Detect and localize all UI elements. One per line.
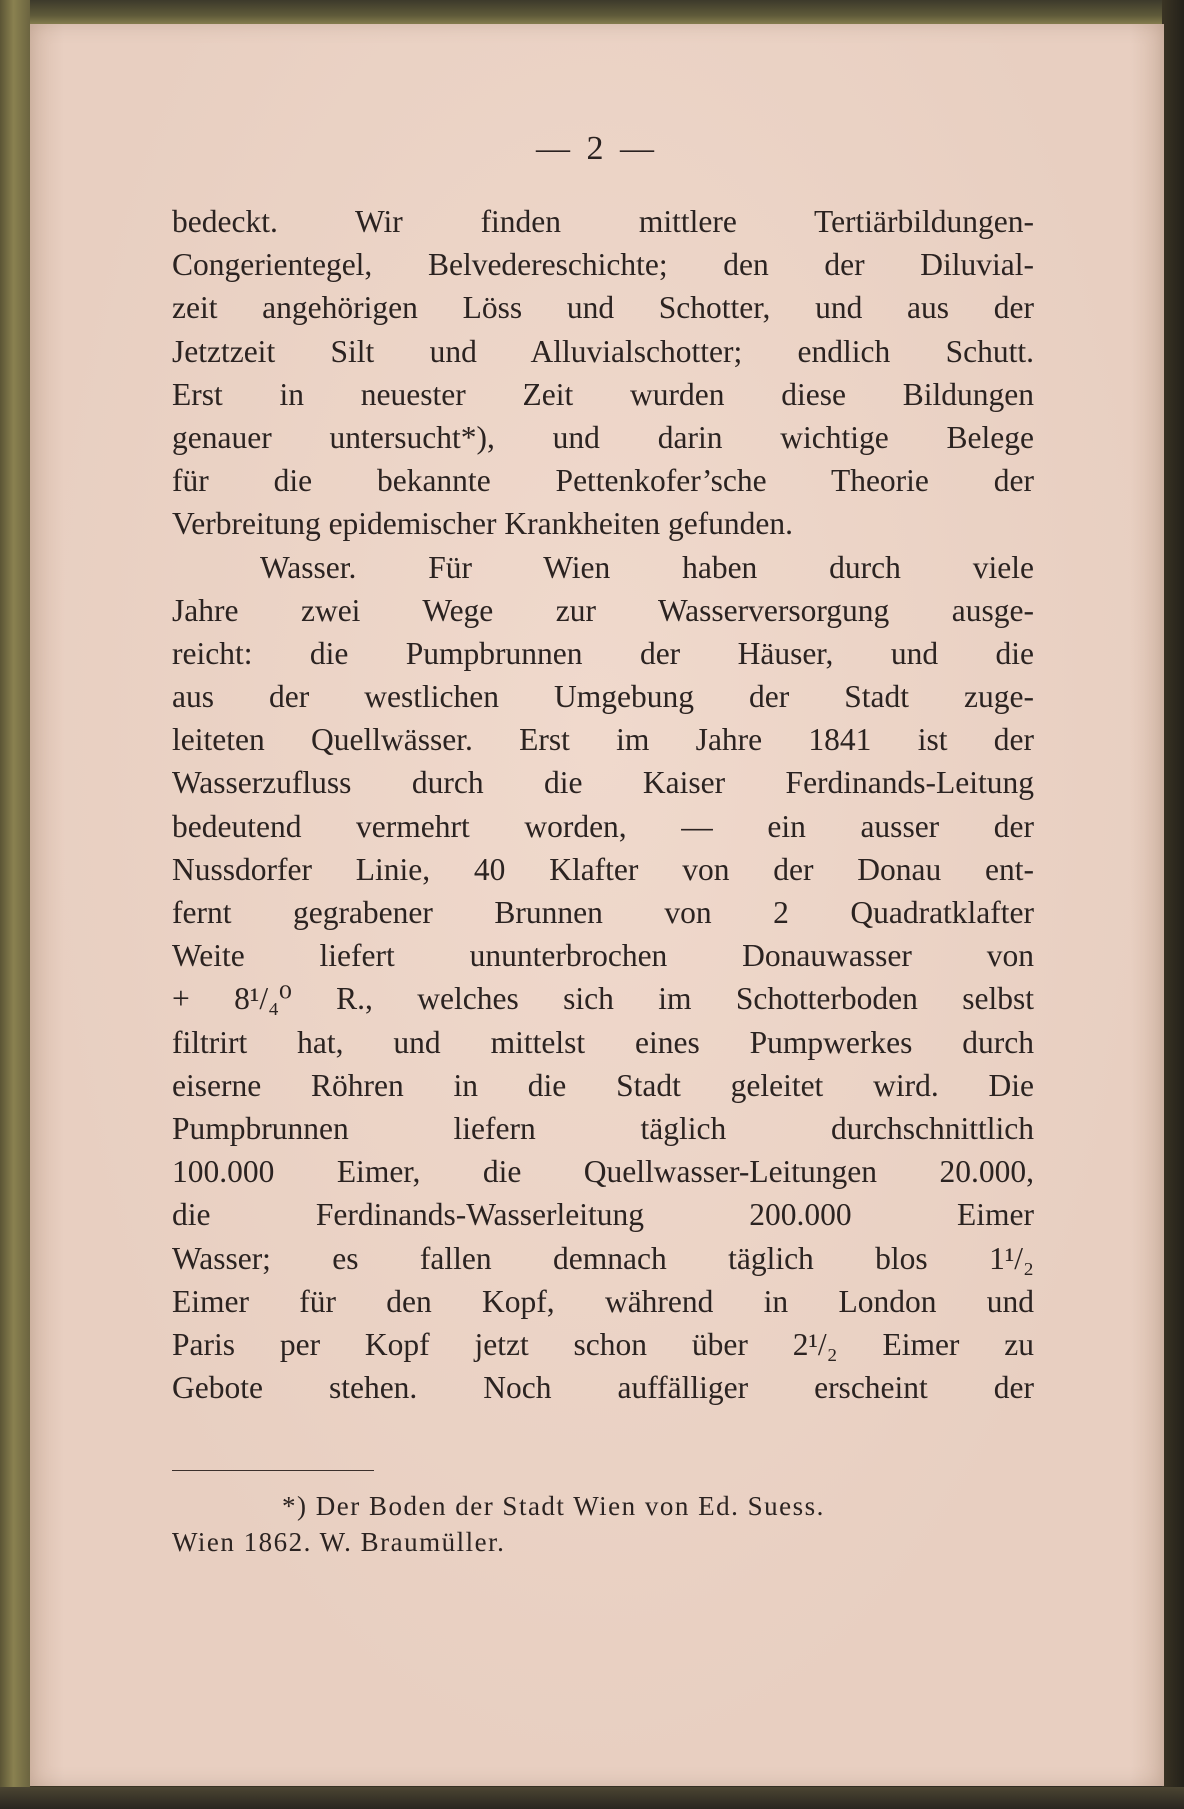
text-line: Weite liefert ununterbrochen Donauwasser von [172,938,1034,974]
text-line: Jetztzeit Silt und Alluvialschotter; endlich Schutt. [172,333,1034,369]
footnote-line: Wien 1862. W. Braumüller. [172,1527,506,1557]
text-line: Verbreitung epidemischer Krankheiten gefunden. [172,506,794,542]
footnote [172,1488,1034,1560]
cover-edge-top [0,0,1184,26]
page-number: — 2 — [536,130,658,167]
text-line-paragraph-start: Wasser. Für Wien haben durch viele [260,549,1034,585]
text-line: Wasserzufluss durch die Kaiser Ferdinands-Leitung [172,765,1034,801]
text-line: leiteten Quellwässer. Erst im Jahre 1841 ist der [172,722,1034,758]
text-line: für die bekannte Pettenkofer’sche Theorie der [172,463,1034,499]
cover-edge-bottom [0,1787,1184,1809]
footnote-line: *) Der Boden der Stadt Wien von Ed. Suess. [282,1491,825,1521]
text-line: Nussdorfer Linie, 40 Klafter von der Donau ent- [172,851,1034,887]
text-line: Pumpbrunnen liefern täglich durchschnittlich [172,1110,1034,1146]
text-line: Congerientegel, Belvedereschichte; den der Diluvial- [172,247,1034,283]
text-line: aus der westlichen Umgebung der Stadt zuge- [172,679,1034,715]
text-line: reicht: die Pumpbrunnen der Häuser, und die [172,635,1034,671]
text-line: zeit angehörigen Löss und Schotter, und aus der [172,290,1034,326]
text-line: Jahre zwei Wege zur Wasserversorgung ausge- [172,592,1034,628]
text-line: Paris per Kopf jetzt schon über 2¹/₂ Eimer zu [172,1326,1034,1362]
text-line: bedeutend vermehrt worden, — ein ausser der [172,808,1034,844]
text-line: eiserne Röhren in die Stadt geleitet wird. Die [172,1067,1034,1103]
text-line: Wasser; es fallen demnach täglich blos 1¹/₂ [172,1240,1034,1276]
text-line: bedeckt. Wir finden mittlere Tertiärbildungen- [172,204,1034,239]
cover-edge-right [1162,0,1184,1809]
text-line: 100.000 Eimer, die Quellwasser-Leitungen 20.000, [172,1154,1034,1190]
text-line: Gebote stehen. Noch auffälliger erscheint der [172,1370,1034,1406]
text-line: fernt gegrabener Brunnen von 2 Quadratklafter [172,895,1034,930]
text-line: genauer untersucht*), und darin wichtige Belege [172,419,1034,455]
text-line: die Ferdinands-Wasserleitung 200.000 Eimer [172,1197,1034,1233]
cover-edge-left [0,0,30,1809]
text-line: + 8¹/₄⁰ R., welches sich im Schotterboden selbst [172,981,1034,1017]
text-line: filtrirt hat, und mittelst eines Pumpwerkes durch [172,1024,1034,1060]
text-line: Eimer für den Kopf, während in London und [172,1283,1034,1319]
body-text [172,200,1034,1409]
text-line: Erst in neuester Zeit wurden diese Bildungen [172,376,1034,412]
footnote-divider [172,1470,374,1471]
